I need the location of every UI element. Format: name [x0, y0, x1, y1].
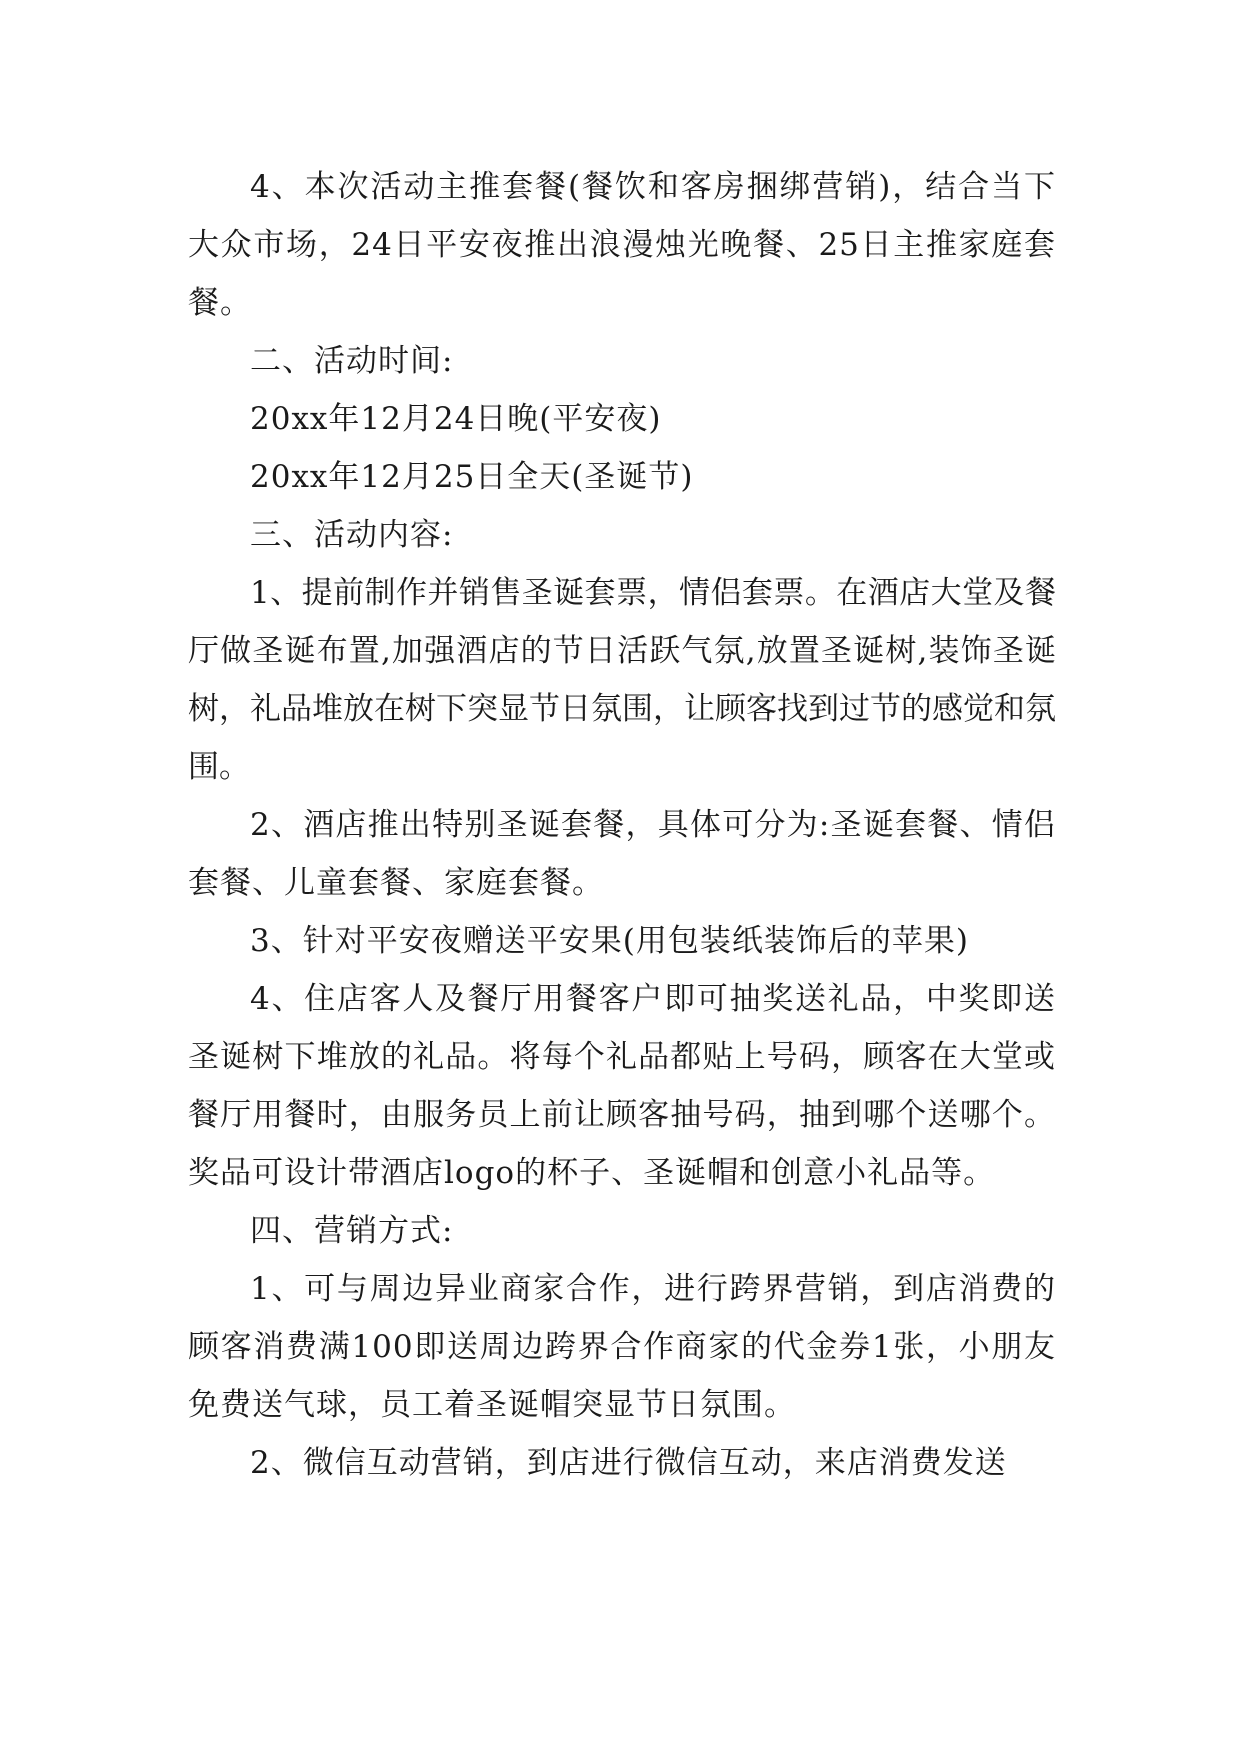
paragraph-package-promotion: 4、本次活动主推套餐(餐饮和客房捆绑营销)，结合当下大众市场，24日平安夜推出浪漫烛光晚餐、25日主推家庭套餐。 [188, 169, 1056, 321]
paragraph-special-menus: 2、酒店推出特别圣诞套餐，具体可分为:圣诞套餐、情侣套餐、儿童套餐、家庭套餐。 [188, 807, 1056, 901]
paragraph-crossover-marketing: 1、可与周边异业商家合作，进行跨界营销，到店消费的顾客消费满100即送周边跨界合作商家的代金券1张，小朋友免费送气球，员工着圣诞帽突显节日氛围。 [188, 1271, 1056, 1423]
heading-activity-time: 二、活动时间: [250, 343, 454, 379]
paragraph-wechat-marketing: 2、微信互动营销，到店进行微信互动，来店消费发送 [250, 1445, 1007, 1481]
heading-marketing-methods: 四、营销方式: [250, 1213, 454, 1249]
paragraph-lottery-gifts: 4、住店客人及餐厅用餐客户即可抽奖送礼品，中奖即送圣诞树下堆放的礼品。将每个礼品都贴上号码，顾客在大堂或餐厅用餐时，由服务员上前让顾客抽号码，抽到哪个送哪个。奖品可设计带酒店logo的杯子、圣诞帽和创意小礼品等。 [188, 981, 1056, 1191]
date-christmas-day: 20xx年12月25日全天(圣诞节) [250, 459, 694, 495]
date-christmas-eve: 20xx年12月24日晚(平安夜) [250, 401, 662, 437]
paragraph-tickets-decoration: 1、提前制作并销售圣诞套票，情侣套票。在酒店大堂及餐厅做圣诞布置,加强酒店的节日活跃气氛,放置圣诞树,装饰圣诞树，礼品堆放在树下突显节日氛围，让顾客找到过节的感觉和氛围。 [188, 575, 1056, 785]
heading-activity-content: 三、活动内容: [250, 517, 454, 553]
paragraph-peace-apples: 3、针对平安夜赠送平安果(用包装纸装饰后的苹果) [250, 923, 969, 959]
document-body [188, 158, 1056, 1492]
